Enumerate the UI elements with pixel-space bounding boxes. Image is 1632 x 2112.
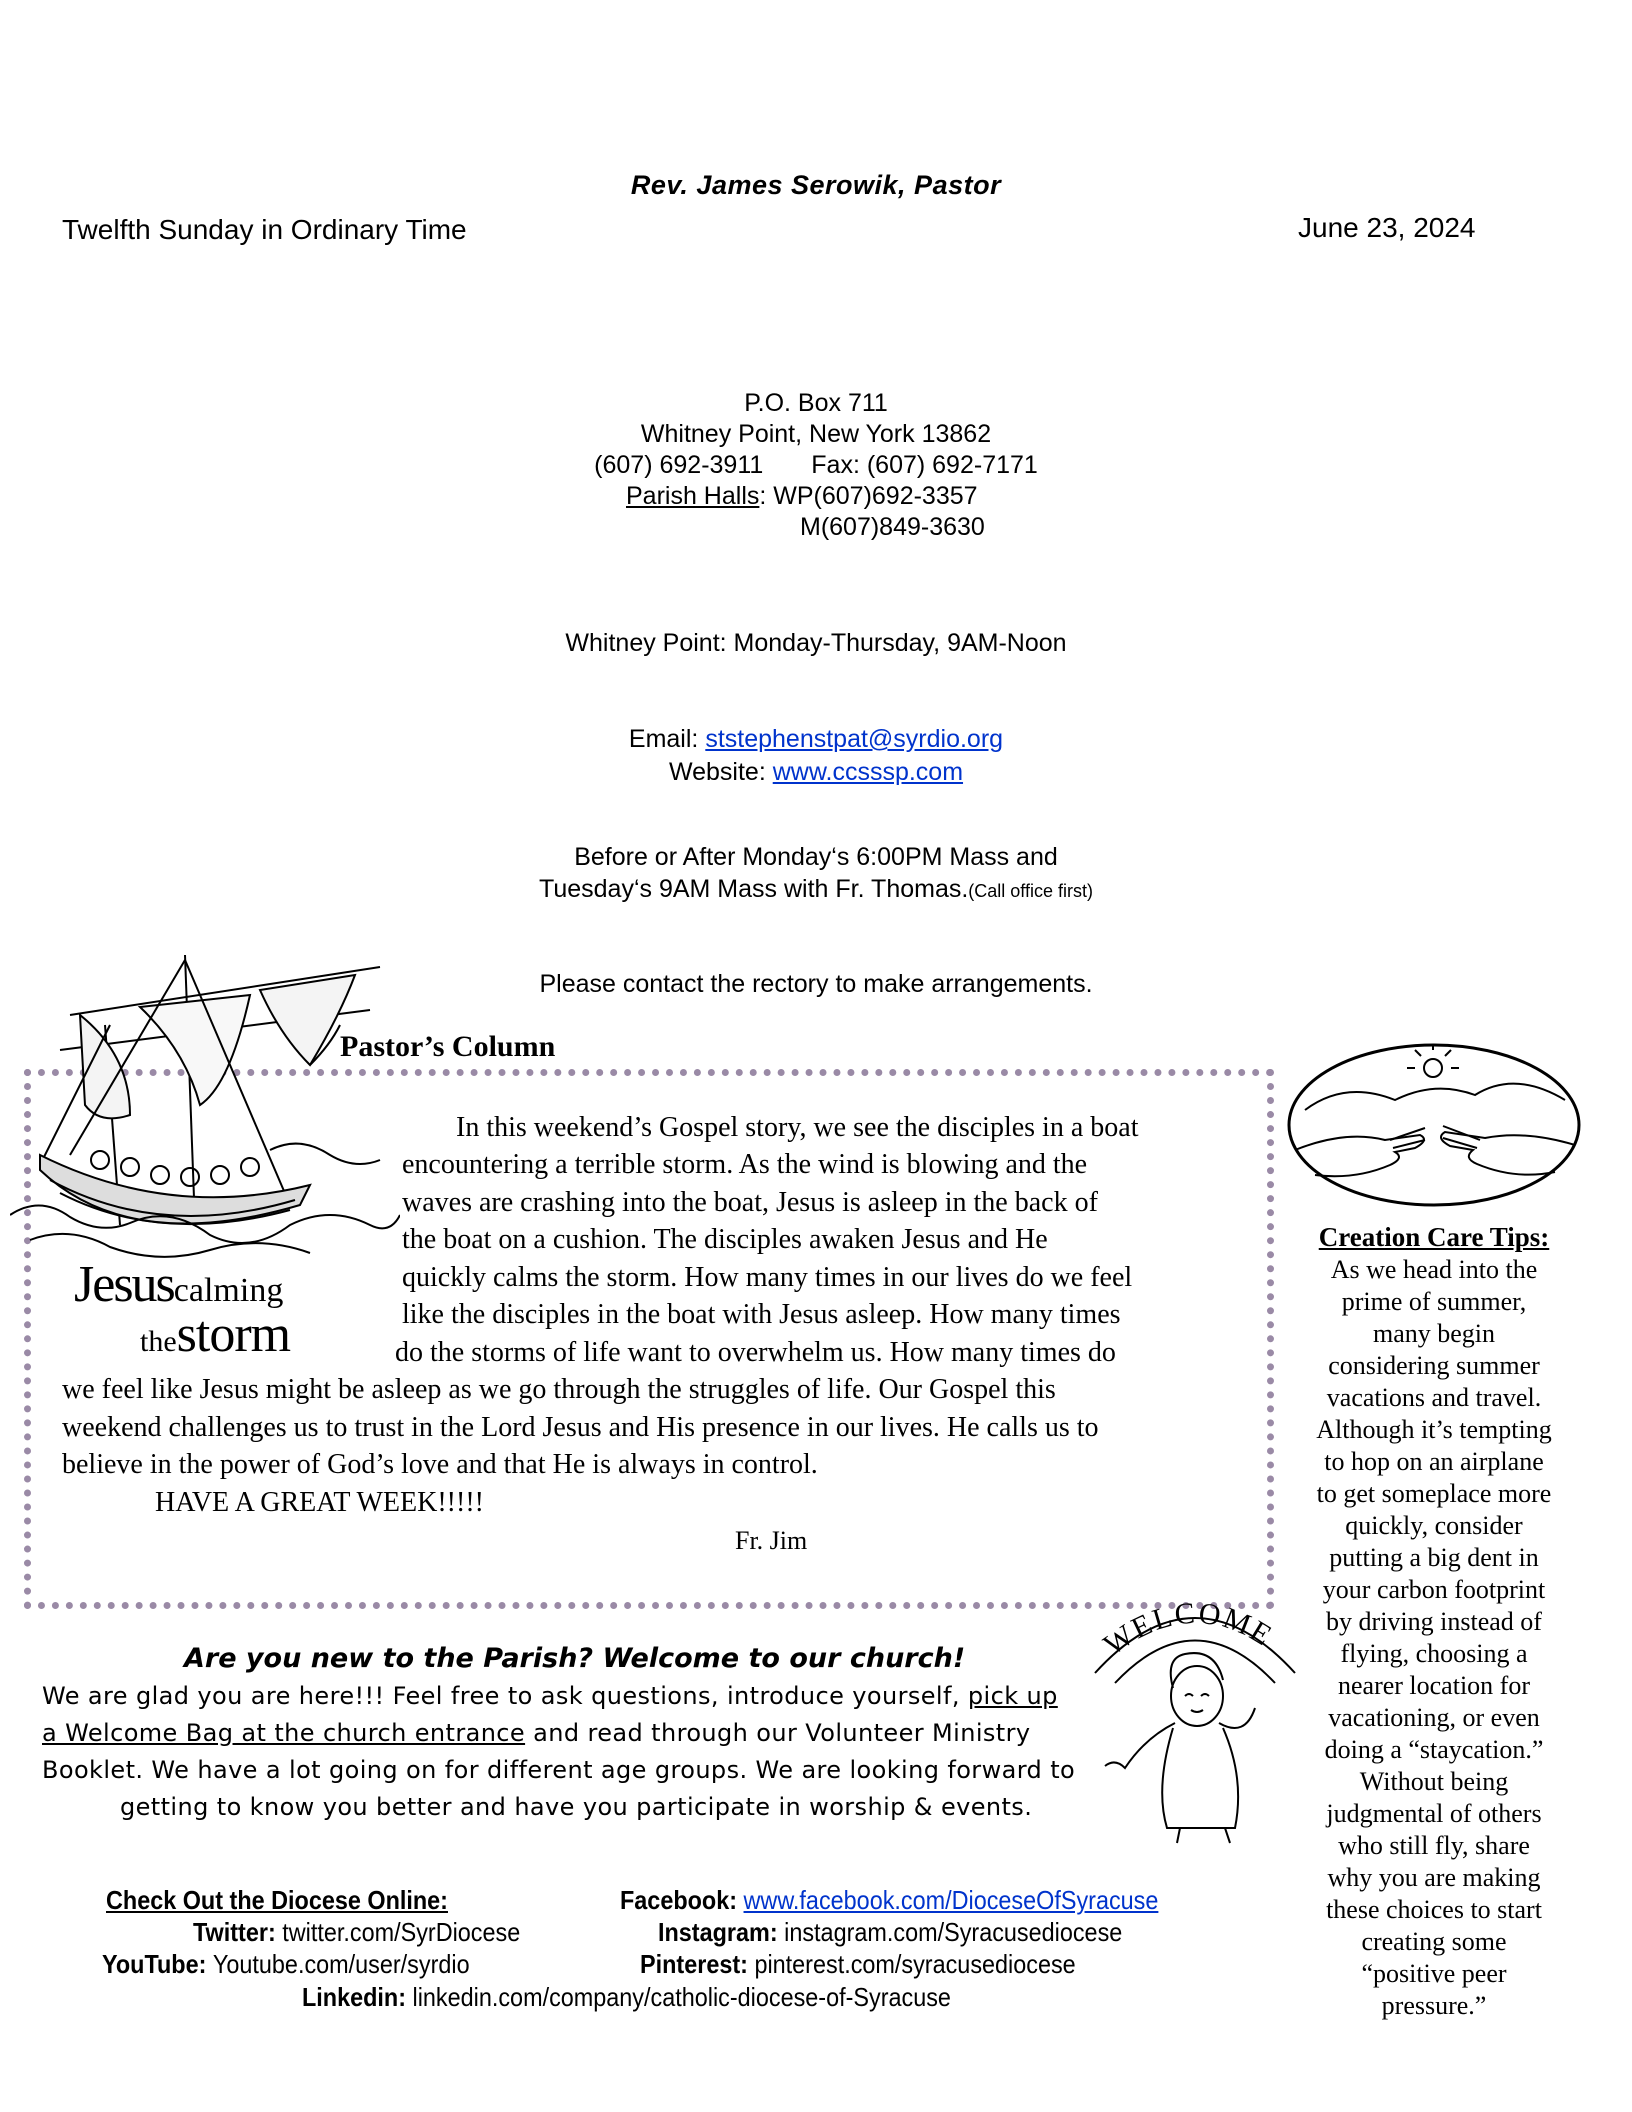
instagram-handle: instagram.com/Syracusediocese (784, 1917, 1123, 1947)
linkedin-line (302, 1982, 951, 2013)
tip-line: nearer location for (1337, 1671, 1530, 1700)
website-link[interactable]: www.ccsssp.com (772, 758, 964, 786)
column-line: encountering a terrible storm. As the wind is blowing and the (402, 1149, 1088, 1180)
column-line: do the storms of life want to overwhelm us. How many times do (395, 1337, 1116, 1368)
confession-line-2 (0, 874, 1632, 907)
welcome-line: Booklet. We have a lot going on for different age groups. We are looking forward to (42, 1756, 1076, 1784)
tip-line: Although it’s tempting (1316, 1415, 1552, 1444)
tip-line: your carbon footprint (1322, 1575, 1546, 1604)
pastors-column-heading: Pastor’s Column (340, 1030, 556, 1063)
tip-line: pressure.” (1381, 1991, 1487, 2020)
city-address: Whitney Point, New York 13862 (640, 420, 992, 448)
welcome-exclamation: Welcome to our church! (602, 1643, 966, 1674)
column-line: In this weekend’s Gospel story, we see the disciples in a boat (456, 1112, 1139, 1143)
tip-line: prime of summer, (1341, 1287, 1527, 1316)
jesus-calming-the-storm-caption (74, 1255, 334, 1363)
tip-line: many begin (1372, 1319, 1496, 1348)
email-line (0, 724, 1632, 755)
office-hours: Whitney Point: Monday-Thursday, 9AM-Noon (565, 629, 1067, 657)
arrangements-note: Please contact the rectory to make arrangements. (539, 970, 1093, 998)
column-line: weekend challenges us to trust in the Lord Jesus and His presence in our lives. He calls us to (62, 1412, 1099, 1443)
welcome-banner-text: WELCOME (1097, 1596, 1279, 1662)
tip-line: considering summer (1328, 1351, 1540, 1380)
creation-care-title: Creation Care Tips: (1318, 1222, 1550, 1252)
parish-halls-m: M(607)849-3630 (800, 513, 985, 541)
tip-line: these choices to start (1326, 1895, 1542, 1924)
tip-line: to hop on an airplane (1324, 1447, 1544, 1476)
youtube-line (102, 1949, 470, 1980)
svg-text:WELCOME (1098, 1597, 1279, 1662)
twitter-line (193, 1917, 520, 1948)
tip-line: to get someplace more (1316, 1479, 1552, 1508)
linkedin-handle: linkedin.com/company/catholic-diocese-of-Syracuse (412, 1982, 951, 2012)
parish-halls-wp: : WP(607)692-3357 (759, 482, 978, 510)
email-label: Email: (628, 725, 706, 753)
pinterest-line (640, 1949, 1076, 1980)
tip-line: why you are making (1327, 1863, 1541, 1892)
welcome-line: getting to know you better and have you participate in worship & events. (120, 1793, 1033, 1821)
confession-line-1: Before or After Monday‘s 6:00PM Mass and (574, 843, 1058, 871)
po-box: P.O. Box 711 (744, 389, 888, 417)
tip-line: putting a big dent in (1329, 1543, 1539, 1572)
facebook-line (620, 1885, 1158, 1916)
tip-line: flying, choosing a (1340, 1639, 1528, 1668)
reaching-hands-illustration (1285, 1040, 1583, 1210)
welcome-line (42, 1682, 1058, 1710)
instagram-line (658, 1917, 1122, 1948)
welcome-line (42, 1719, 1031, 1747)
bulletin-date: June 23, 2024 (1298, 212, 1476, 243)
column-line: we feel like Jesus might be asleep as we go through the struggles of life. Our Gospel this (62, 1374, 1056, 1405)
welcome-text: and read through our Volunteer Ministry (525, 1719, 1031, 1747)
tip-line: who still fly, share (1338, 1831, 1530, 1860)
twitter-label: Twitter: (193, 1917, 283, 1947)
tip-line: Without being (1359, 1767, 1509, 1796)
caption-calming: calming (173, 1272, 284, 1309)
linkedin-label: Linkedin: (302, 1982, 413, 2012)
welcome-text: We are glad you are here!!! Feel free to ask questions, introduce yourself, (42, 1682, 968, 1710)
facebook-link[interactable]: www.facebook.com/DioceseOfSyracuse (743, 1885, 1159, 1915)
welcome-bag-link-part1: pick up (967, 1682, 1058, 1710)
tip-line: by driving instead of (1326, 1607, 1542, 1636)
welcome-heading (184, 1643, 965, 1674)
fax-number: Fax: (607) 692-7171 (811, 451, 1038, 479)
diocese-online-heading: Check Out the Diocese Online: (106, 1885, 448, 1915)
youtube-label: YouTube: (102, 1949, 213, 1979)
pinterest-label: Pinterest: (640, 1949, 755, 1979)
pastor-title: Rev. James Serowik, Pastor (630, 170, 1002, 200)
column-signature: Fr. Jim (735, 1526, 808, 1555)
facebook-label: Facebook: (620, 1885, 744, 1915)
welcome-bag-link-part2: a Welcome Bag at the church entrance (42, 1719, 526, 1747)
pinterest-handle: pinterest.com/syracusediocese (754, 1949, 1076, 1979)
tip-line: As we head into the (1330, 1255, 1538, 1284)
column-line: like the disciples in the boat with Jesus asleep. How many times (402, 1299, 1121, 1330)
caption-jesus: Jesus (74, 1256, 174, 1313)
instagram-label: Instagram: (658, 1917, 785, 1947)
column-line: believe in the power of God’s love and that He is always in control. (62, 1449, 818, 1480)
welcome-question: Are you new to the Parish? (184, 1643, 603, 1674)
caption-the: the (140, 1325, 177, 1358)
column-line: waves are crashing into the boat, Jesus is asleep in the back of (402, 1187, 1098, 1218)
tip-line: creating some (1361, 1927, 1507, 1956)
parish-halls-label: Parish Halls (626, 482, 760, 510)
column-line: the boat on a cushion. The disciples awaken Jesus and He (402, 1224, 1048, 1255)
phone-number: (607) 692-3911 (594, 451, 764, 479)
website-line (0, 757, 1632, 788)
youtube-handle: Youtube.com/user/syrdio (212, 1949, 470, 1979)
confession-note: (Call office first) (968, 881, 1093, 901)
email-link[interactable]: ststephenstpat@syrdio.org (705, 725, 1004, 753)
welcome-angel-illustration (1085, 1588, 1305, 1848)
website-label: Website: (668, 758, 773, 786)
confession-text: Tuesday‘s 9AM Mass with Fr. Thomas. (539, 875, 969, 903)
tip-line: quickly, consider (1345, 1511, 1523, 1540)
caption-storm: storm (176, 1306, 291, 1363)
twitter-handle: twitter.com/SyrDiocese (282, 1917, 521, 1947)
tip-line: vacations and travel. (1326, 1383, 1542, 1412)
liturgical-sunday: Twelfth Sunday in Ordinary Time (62, 214, 467, 245)
tip-line: vacationing, or even (1328, 1703, 1540, 1732)
tip-line: judgmental of others (1326, 1799, 1542, 1828)
column-closing: HAVE A GREAT WEEK!!!!! (155, 1487, 484, 1518)
phone-fax-line (0, 450, 1632, 481)
tip-line: “positive peer (1361, 1959, 1507, 1988)
tip-line: doing a “staycation.” (1324, 1735, 1544, 1764)
parish-halls-line (626, 481, 978, 512)
column-line: quickly calms the storm. How many times in our lives do we feel (402, 1262, 1133, 1293)
